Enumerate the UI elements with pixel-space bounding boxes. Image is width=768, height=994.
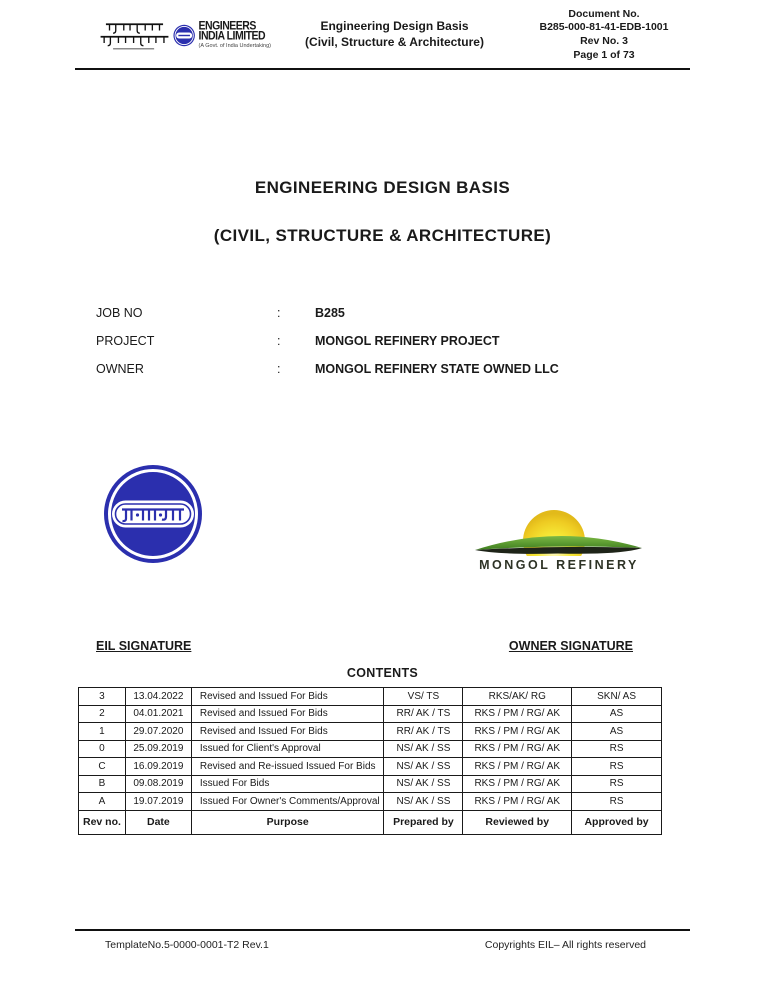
revision-cell-purpose: Issued For Bids <box>191 775 384 793</box>
eil-english-line2: INDIA LIMITED <box>198 29 266 44</box>
revision-cell-approved-by: SKN/ AS <box>572 688 662 706</box>
revision-cell-rev-no: 1 <box>79 723 126 741</box>
revision-cell-prepared-by: NS/ AK / SS <box>384 740 463 758</box>
revision-cell-prepared-by: NS/ AK / SS <box>384 758 463 776</box>
project-value: MONGOL REFINERY PROJECT <box>315 334 500 348</box>
column-header-rev-no: Rev no. <box>79 810 126 834</box>
owner-row <box>96 362 656 390</box>
contents-heading: CONTENTS <box>346 666 419 680</box>
revision-cell-approved-by: RS <box>572 793 662 811</box>
eil-emblem-icon <box>173 23 195 48</box>
column-header-prepared-by: Prepared by <box>384 810 463 834</box>
eil-logo-english-text <box>198 18 271 50</box>
revision-cell-date: 13.04.2022 <box>125 688 191 706</box>
revision-cell-approved-by: AS <box>572 723 662 741</box>
revision-row <box>79 688 662 706</box>
revision-row <box>79 705 662 723</box>
revision-cell-prepared-by: NS/ AK / SS <box>384 775 463 793</box>
revision-cell-date: 25.09.2019 <box>125 740 191 758</box>
job-no-row <box>96 306 656 334</box>
project-label: PROJECT <box>96 334 155 348</box>
document-header <box>75 6 690 70</box>
revision-cell-date: 29.07.2020 <box>125 723 191 741</box>
owner-label: OWNER <box>96 362 144 376</box>
revision-row <box>79 775 662 793</box>
header-title-line1: Engineering Design Basis <box>320 19 469 34</box>
revision-cell-date: 16.09.2019 <box>125 758 191 776</box>
revision-cell-purpose: Issued for Client's Approval <box>191 740 384 758</box>
revision-cell-rev-no: 2 <box>79 705 126 723</box>
doc-rev-no: Rev No. 3 <box>580 35 628 47</box>
column-header-reviewed-by: Reviewed by <box>463 810 572 834</box>
revision-cell-purpose: Issued For Owner's Comments/Approval <box>191 793 384 811</box>
revision-cell-rev-no: 3 <box>79 688 126 706</box>
eil-signature-label: EIL SIGNATURE <box>96 639 192 653</box>
project-separator: : <box>277 334 281 348</box>
column-header-date: Date <box>125 810 191 834</box>
page-title-line1: ENGINEERING DESIGN BASIS <box>254 178 511 197</box>
eil-header-logo <box>75 17 271 53</box>
revision-cell-date: 04.01.2021 <box>125 705 191 723</box>
revision-cell-rev-no: A <box>79 793 126 811</box>
job-details <box>96 306 656 390</box>
revision-cell-approved-by: RS <box>572 775 662 793</box>
revision-cell-approved-by: RS <box>572 740 662 758</box>
revision-cell-purpose: Revised and Issued For Bids <box>191 688 384 706</box>
project-row <box>96 334 656 362</box>
revision-cell-reviewed-by: RKS / PM / RG/ AK <box>463 705 572 723</box>
contents-table-header-row <box>79 810 662 834</box>
eil-round-logo <box>103 464 203 564</box>
revision-cell-purpose: Revised and Issued For Bids <box>191 705 384 723</box>
revision-cell-date: 19.07.2019 <box>125 793 191 811</box>
eil-english-line1: ENGINEERS <box>198 18 256 33</box>
revision-cell-approved-by: AS <box>572 705 662 723</box>
revision-cell-prepared-by: RR/ AK / TS <box>384 723 463 741</box>
mongol-refinery-label: MONGOL REFINERY <box>479 558 639 572</box>
revision-cell-reviewed-by: RKS / PM / RG/ AK <box>463 758 572 776</box>
revision-cell-prepared-by: RR/ AK / TS <box>384 705 463 723</box>
footer-template-no: TemplateNo.5-0000-0001-T2 Rev.1 <box>105 939 269 951</box>
job-no-value: B285 <box>315 306 345 320</box>
owner-value: MONGOL REFINERY STATE OWNED LLC <box>315 362 559 376</box>
revision-cell-approved-by: RS <box>572 758 662 776</box>
revision-cell-reviewed-by: RKS / PM / RG/ AK <box>463 775 572 793</box>
eil-logo-hindi-text <box>97 17 170 53</box>
revision-cell-reviewed-by: RKS / PM / RG/ AK <box>463 793 572 811</box>
eil-english-subtext: (A Govt. of India Undertaking) <box>198 42 271 49</box>
footer-copyright: Copyrights EIL– All rights reserved <box>484 939 646 951</box>
doc-number-label: Document No. <box>568 7 640 20</box>
page-footer <box>75 939 690 951</box>
signature-row <box>75 639 690 653</box>
revision-cell-rev-no: B <box>79 775 126 793</box>
revision-row <box>79 740 662 758</box>
column-header-approved-by: Approved by <box>572 810 662 834</box>
job-no-label: JOB NO <box>96 306 143 320</box>
mongol-refinery-sun-hill-graphic <box>473 504 645 556</box>
revision-row <box>79 723 662 741</box>
column-header-purpose: Purpose <box>191 810 384 834</box>
owner-signature-label: OWNER SIGNATURE <box>508 639 633 653</box>
revision-cell-rev-no: C <box>79 758 126 776</box>
contents-table-body <box>79 688 662 811</box>
revision-cell-purpose: Revised and Re-issued Issued For Bids <box>191 758 384 776</box>
job-no-separator: : <box>277 306 281 320</box>
revision-cell-reviewed-by: RKS / PM / RG/ AK <box>463 740 572 758</box>
revision-cell-purpose: Revised and Issued For Bids <box>191 723 384 741</box>
revision-cell-date: 09.08.2019 <box>125 775 191 793</box>
mongol-refinery-logo <box>473 504 645 572</box>
header-doc-info <box>518 8 690 63</box>
revision-cell-reviewed-by: RKS/AK/ RG <box>463 688 572 706</box>
revision-cell-prepared-by: VS/ TS <box>384 688 463 706</box>
revision-cell-reviewed-by: RKS / PM / RG/ AK <box>463 723 572 741</box>
doc-number-value: B285-000-81-41-EDB-1001 <box>539 21 669 34</box>
footer-divider <box>75 929 690 931</box>
header-document-title <box>271 19 518 50</box>
doc-page-count: Page 1 of 73 <box>573 48 635 61</box>
header-title-line2: (Civil, Structure & Architecture) <box>305 35 484 49</box>
revision-row <box>79 793 662 811</box>
page-title-line2: (CIVIL, STRUCTURE & ARCHITECTURE) <box>213 226 552 245</box>
revision-row <box>79 758 662 776</box>
revision-cell-rev-no: 0 <box>79 740 126 758</box>
owner-separator: : <box>277 362 281 376</box>
revision-cell-prepared-by: NS/ AK / SS <box>384 793 463 811</box>
revision-history-table <box>78 687 662 835</box>
